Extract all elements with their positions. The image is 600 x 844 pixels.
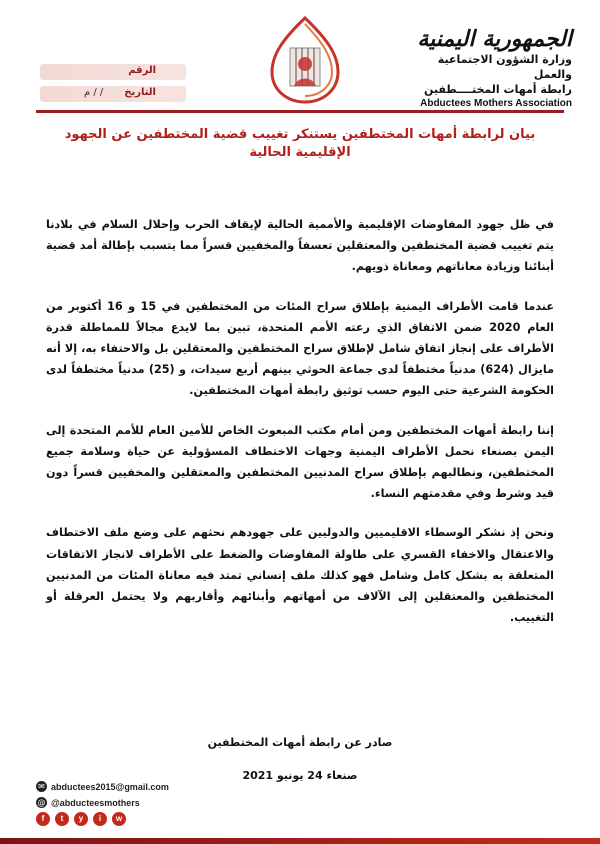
date-placeholder: م / / bbox=[84, 87, 104, 98]
association-name-en: Abductees Mothers Association bbox=[420, 98, 572, 109]
reference-number-row bbox=[40, 64, 186, 80]
issue-date: صنعاء 24 يونيو 2021 bbox=[242, 769, 358, 782]
reference-box bbox=[40, 64, 186, 108]
handle-row[interactable] bbox=[36, 796, 196, 809]
social-handle[interactable]: @abducteesmothers bbox=[51, 797, 140, 808]
footer-contacts bbox=[36, 780, 196, 826]
issued-by: صادر عن رابطة أمهات المختطفين bbox=[207, 736, 393, 749]
association-name-ar: رابطة أمهات المختــــطفين bbox=[423, 83, 572, 96]
youtube-icon[interactable]: y bbox=[74, 812, 88, 826]
republic-calligraphy: الجمهورية اليمنية bbox=[417, 26, 572, 52]
reference-label: الرقم bbox=[128, 65, 156, 76]
paragraph-1: في ظل جهود المفاوضات الإقليمية والأممية الحالية لإيقاف الحرب وإحلال السلام في بلادنا يتم تغييب قضية المختطفين والمعتقلين تعسفاً والمخفيين قسراً مما يتسبب بإطالة أمد قضية أبنائنا وزيادة معاناتهم ومعاناة ذويهم. bbox=[46, 218, 554, 274]
whatsapp-icon[interactable]: w bbox=[112, 812, 126, 826]
letterhead bbox=[402, 26, 572, 110]
at-icon: @ bbox=[37, 798, 46, 807]
header-divider bbox=[36, 110, 564, 113]
paragraph-2: عندما قامت الأطراف اليمنية بإطلاق سراح المئات من المختطفين في 15 و 16 أكتوبر من العام 2020 ضمن الاتفاق الذي رعته الأمم المتحدة، تبين بما لايدع مجالاً للمماطلة قدرة الأطراف على إنجاز اتفاق شامل لإطلاق سراح المختطفين والمعتقلين بل والاحتفاء به، إلا أنه مايزال (624) مدنياً مختطفاً لدى جماعة الحوثي بينهم أربع سيدات، و (25) مدنياً مختطفاً لدى الحكومة الشرعية حتى اليوم حسب توثيق رابطة أمهات المختطفين. bbox=[46, 299, 554, 398]
association-logo-icon bbox=[266, 14, 344, 106]
instagram-icon[interactable]: i bbox=[93, 812, 107, 826]
paragraph-4: ونحن إذ نشكر الوسطاء الاقليميين والدوليين على جهودهم نحثهم على وضع ملف الاختطاف والاعتقال والاخفاء القسري على طاولة المفاوضات والضغط على الأطراف لانجاز الاتفاقات المتعلقة به بشكل كامل وشامل فهو كذلك ملف إنساني تمتد فيه معاناة المئات من المدنيين المختطفين والمعتقلين إلى الآلاف من أمهاتهم وأبنائهم وأقاربهم ولا يحتمل العرقلة أو التغييب. bbox=[46, 526, 554, 625]
reference-date-row bbox=[40, 86, 186, 102]
statement-body bbox=[46, 214, 554, 646]
email-icon: ✉ bbox=[36, 781, 47, 792]
date-label: التاريخ bbox=[124, 87, 156, 98]
facebook-icon[interactable]: f bbox=[36, 812, 50, 826]
paragraph-3: إننا رابطة أمهات المختطفين ومن أمام مكتب المبعوث الخاص للأمين العام للأمم المتحدة إلى اليمن بصنعاء نحمل الأطراف اليمنية وجهات الاختطاف المسؤولية عن حياة وسلامة جميع المختطفين، ونطالبهم بإطلاق سراح المدنيين المختطفين والمعتقلين والمخفيين قسراً دون قيد وشرط وفي مقدمتهم النساء. bbox=[46, 423, 554, 501]
email-row[interactable] bbox=[36, 780, 196, 793]
ministry-name: وزارة الشؤون الاجتماعية والعمل bbox=[437, 53, 572, 81]
social-icons bbox=[36, 812, 196, 826]
footer-bar bbox=[0, 838, 600, 844]
email-address[interactable]: abductees2015@gmail.com bbox=[51, 781, 169, 792]
statement-title: بيان لرابطة أمهات المختطفين يستنكر تغييب قضية المختطفين عن الجهود الإقليمية الحالية bbox=[64, 127, 536, 160]
twitter-icon[interactable]: t bbox=[55, 812, 69, 826]
